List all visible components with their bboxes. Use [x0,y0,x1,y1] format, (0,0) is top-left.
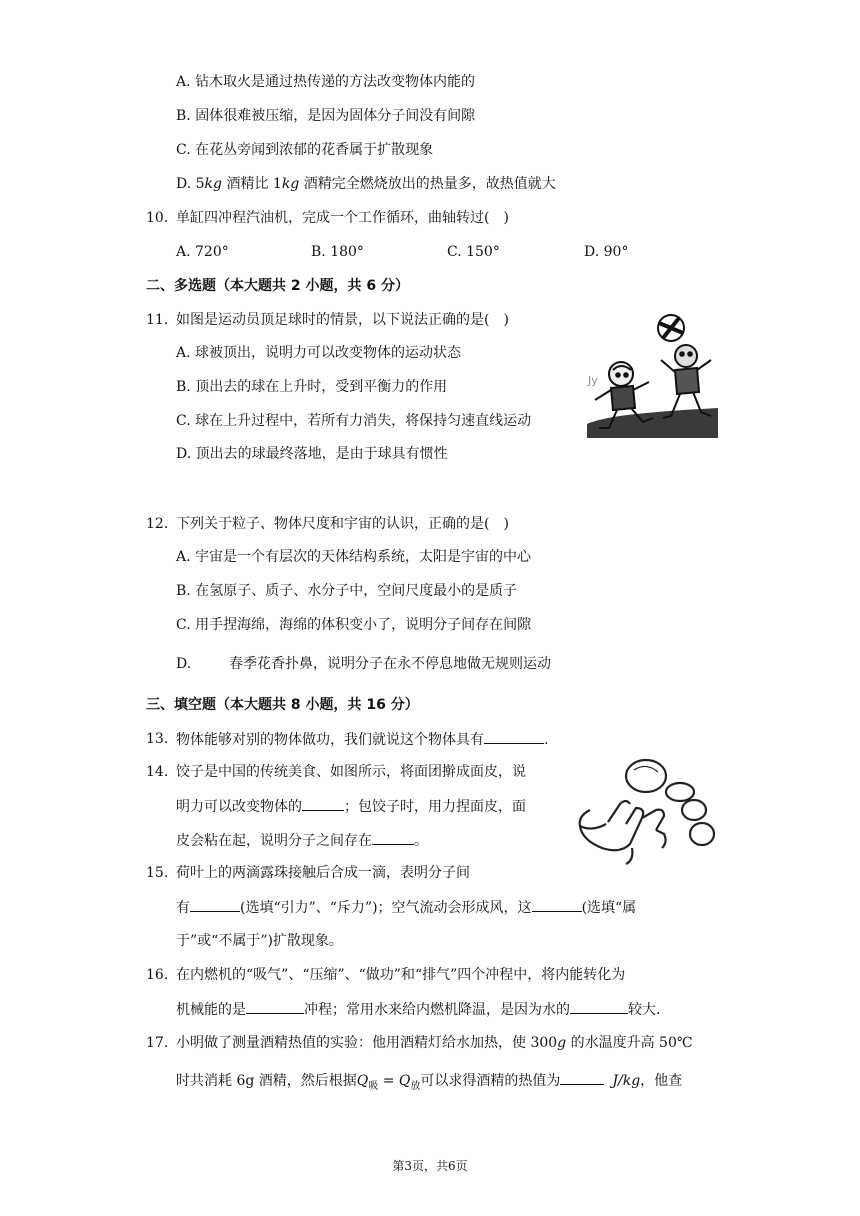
q17-line-2: 时共消耗 6g 酒精，然后根据$Q_吸 = Q_放$可以求得酒精的热值为 J/kg，他查 [176,1070,682,1097]
formula-q: Q [356,1073,369,1089]
q12-option-b: B. 在氢原子、质子、水分子中，空间尺度最小的是质子 [176,583,518,599]
hand-icon [580,810,606,829]
q11-option-d: D. 顶出去的球最终落地，是由于球具有惯性 [176,446,448,462]
q16-line-2: 机械能的是 冲程；常用水来给内燃机降温，是因为水的 较大. [176,999,660,1020]
q11-option-b: B. 顶出去的球在上升时，受到平衡力的作用 [176,379,448,395]
dumpling-dough-figure [572,752,720,866]
q9-option-c: C. 在花丛旁闻到浓郁的花香属于扩散现象 [176,142,434,158]
q9-option-b: B. 固体很难被压缩，是因为固体分子间没有间隙 [176,108,476,124]
q11-option-a: A. 球被顶出，说明力可以改变物体的运动状态 [176,345,462,361]
q10-option-d: D. 90° [584,244,629,260]
q16-number: 16. [146,967,169,983]
answer-blank [246,999,304,1014]
q11-stem: 如图是运动员顶足球时的情景，以下说法正确的是( ) [176,312,509,328]
answer-blank [484,729,544,744]
q15-line-3: 于”或“不属于”)扩散现象。 [176,933,343,949]
right-player-icon [661,345,711,418]
q9-option-a: A. 钻木取火是通过热传递的方法改变物体内能的 [176,74,476,90]
section-fill-in-heading: 三、填空题（本大题共 8 小题，共 16 分） [146,697,419,713]
q16-line-1: 在内燃机的“吸气”、“压缩”、“做功”和“排气”四个冲程中，将内能转化为 [176,967,626,983]
q10-option-b: B. 180° [311,244,364,260]
q12-option-c: C. 用手捏海绵，海绵的体积变小了，说明分子间存在间隙 [176,617,532,633]
section-multiple-choice-heading: 二、多选题（本大题共 2 小题，共 6 分） [146,278,409,294]
q12-option-d-label: D. [176,656,192,672]
q14-line-2: 明力可以改变物体的 ；包饺子时，用力捏面皮，面 [176,796,526,817]
q10-option-c: C. 150° [447,244,500,260]
dough-sheet-icon [682,800,706,820]
q14-number: 14. [146,764,169,780]
q11-option-c: C. 球在上升过程中，若所有力消失，将保持匀速直线运动 [176,413,532,429]
answer-blank [570,999,628,1014]
answer-blank [532,897,582,912]
q11-number: 11. [146,312,169,328]
q13-number: 13. [146,731,169,747]
soccer-ball-icon [658,315,684,341]
q12-stem: 下列关于粒子、物体尺度和宇宙的认识，正确的是( ) [176,516,509,532]
q9-option-d: D. 5kg 酒精比 1kg 酒精完全燃烧放出的热量多，故热值就大 [176,176,556,192]
q17-line-1: 小明做了测量酒精热值的实验：他用酒精灯给水加热，使 300g 的水温度升高 50℃ [176,1035,693,1051]
answer-blank [372,830,414,845]
answer-blank [190,897,240,912]
figure-watermark-text: Jy [588,374,598,387]
dough-sheet-icon [690,823,714,845]
answer-blank [302,796,344,811]
page-footer: 第3页，共6页 [392,1159,468,1173]
q17-number: 17. [146,1035,169,1051]
q13-text: 物体能够对别的物体做功，我们就说这个物体具有 . [176,729,548,750]
formula-q: Q [398,1073,411,1089]
answer-blank [560,1070,604,1085]
q10-number: 10. [146,210,169,226]
q15-line-2: 有 (选填“引力”、“斥力”)；空气流动会形成风，这 (选填“属 [176,897,636,918]
q12-number: 12. [146,516,169,532]
soccer-heading-figure [585,312,720,438]
q15-number: 15. [146,865,169,881]
q14-line-3: 皮会粘在起，说明分子之间存在 。 [176,830,428,851]
q10-stem: 单缸四冲程汽油机，完成一个工作循环，曲轴转过( ) [176,210,509,226]
q15-line-1: 荷叶上的两滴露珠接触后合成一滴，表明分子间 [176,865,470,881]
dough-ball-icon [626,760,666,792]
q12-option-d: 春季花香扑鼻，说明分子在永不停息地做无规则运动 [229,656,551,672]
q10-option-a: A. 720° [176,244,229,260]
q14-line-1: 饺子是中国的传统美食、如图所示，将面团擀成面皮，说 [176,764,526,780]
q12-option-a: A. 宇宙是一个有层次的天体结构系统，太阳是宇宙的中心 [176,549,532,565]
dough-sheet-icon [666,783,694,801]
